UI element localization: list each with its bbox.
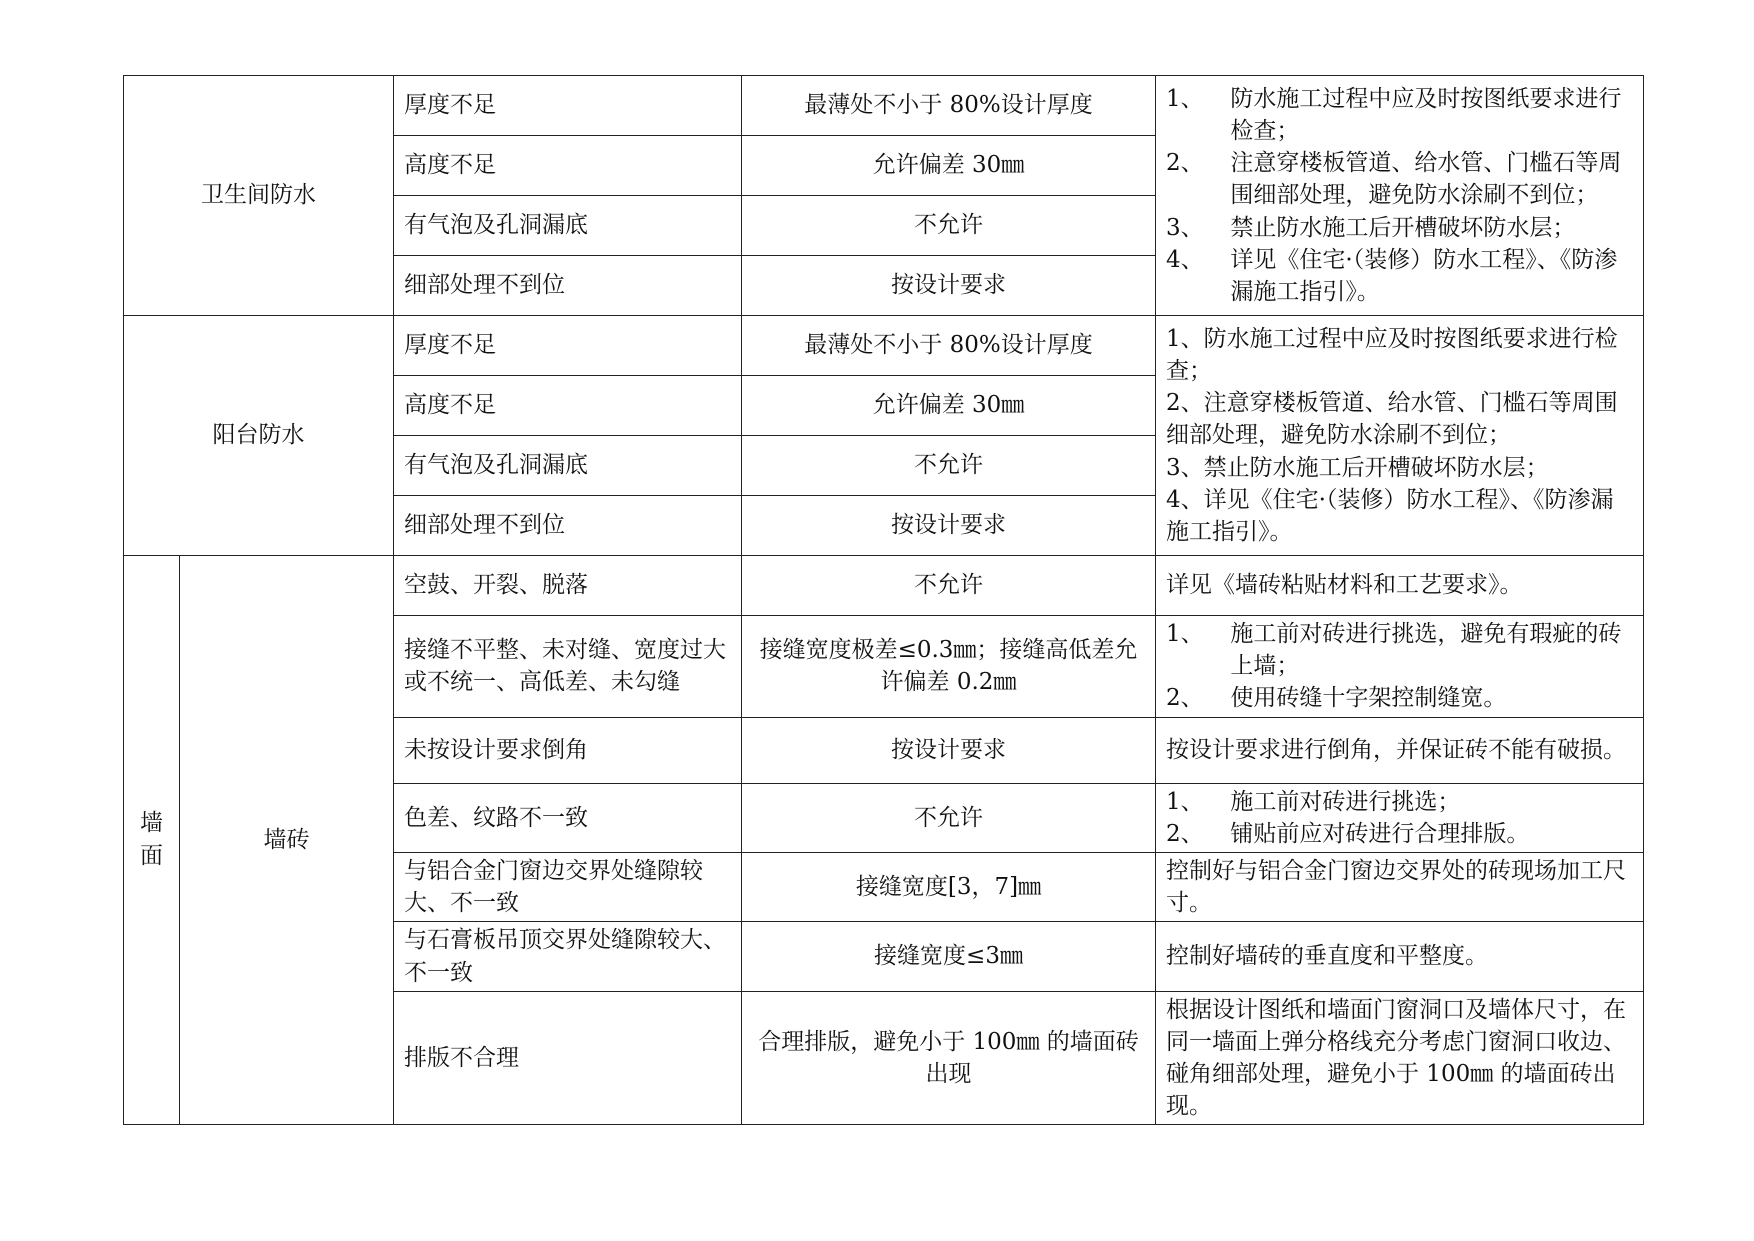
measure-item: 3、 禁止防水施工后开槽破坏防水层； [1166, 214, 1576, 241]
issue-cell: 空鼓、开裂、脱落 [394, 556, 742, 616]
category-cell: 墙面 [124, 556, 180, 1125]
standard-cell: 按设计要求 [742, 717, 1156, 783]
standard-cell: 按设计要求 [742, 496, 1156, 556]
issue-cell: 细部处理不到位 [394, 496, 742, 556]
issue-cell: 与石膏板吊顶交界处缝隙较大、不一致 [394, 922, 742, 991]
issue-cell: 接缝不平整、未对缝、宽度过大或不统一、高低差、未勾缝 [394, 616, 742, 718]
standard-cell: 最薄处不小于 80%设计厚度 [742, 76, 1156, 136]
issue-cell: 有气泡及孔洞漏底 [394, 436, 742, 496]
category-cell: 卫生间防水 [124, 76, 394, 316]
standard-cell: 接缝宽度≤3㎜ [742, 922, 1156, 991]
quality-standard-table [123, 75, 1644, 1125]
table-row [124, 316, 1644, 376]
standard-cell: 允许偏差 30㎜ [742, 376, 1156, 436]
standard-cell: 接缝宽度极差≤0.3㎜；接缝高低差允许偏差 0.2㎜ [742, 616, 1156, 718]
issue-cell: 厚度不足 [394, 316, 742, 376]
standard-cell: 不允许 [742, 783, 1156, 852]
issue-cell: 高度不足 [394, 376, 742, 436]
measure-item: 2、 铺贴前应对砖进行合理排版。 [1166, 820, 1530, 847]
measures-cell: 按设计要求进行倒角，并保证砖不能有破损。 [1156, 717, 1644, 783]
measures-cell [1156, 783, 1644, 852]
category-cell: 阳台防水 [124, 316, 394, 556]
standard-cell: 允许偏差 30㎜ [742, 136, 1156, 196]
measures-cell: 控制好与铝合金门窗边交界处的砖现场加工尺寸。 [1156, 852, 1644, 921]
standard-cell: 合理排版，避免小于 100㎜ 的墙面砖出现 [742, 991, 1156, 1125]
subcategory-cell: 墙砖 [180, 556, 394, 1125]
table-row [124, 556, 1644, 616]
measure-item: 1、 防水施工过程中应及时按图纸要求进行检查； [1166, 85, 1622, 145]
measures-cell [1156, 616, 1644, 718]
measures-cell [1156, 76, 1644, 316]
issue-cell: 有气泡及孔洞漏底 [394, 196, 742, 256]
issue-cell: 排版不合理 [394, 991, 742, 1125]
standard-cell: 按设计要求 [742, 256, 1156, 316]
measure-item: 2、 使用砖缝十字架控制缝宽。 [1166, 685, 1507, 712]
measure-item: 4、 详见《住宅·（装修）防水工程》、《防渗漏施工指引》。 [1166, 246, 1618, 305]
measure-item: 1、 施工前对砖进行挑选，避免有瑕疵的砖上墙； [1166, 621, 1622, 680]
standard-cell: 接缝宽度[3，7]㎜ [742, 852, 1156, 921]
measure-item: 1、 施工前对砖进行挑选； [1166, 788, 1461, 815]
table-row [124, 76, 1644, 136]
standard-cell: 不允许 [742, 436, 1156, 496]
issue-cell: 高度不足 [394, 136, 742, 196]
issue-cell: 与铝合金门窗边交界处缝隙较大、不一致 [394, 852, 742, 921]
issue-cell: 色差、纹路不一致 [394, 783, 742, 852]
measures-cell: 根据设计图纸和墙面门窗洞口及墙体尺寸，在同一墙面上弹分格线充分考虑门窗洞口收边、碰角细部处理，避免小于 100㎜ 的墙面砖出现。 [1156, 991, 1644, 1125]
standard-cell: 不允许 [742, 556, 1156, 616]
measures-cell: 1、防水施工过程中应及时按图纸要求进行检查； 2、注意穿楼板管道、给水管、门槛石等周围细部处理，避免防水涂刷不到位； 3、禁止防水施工后开槽破坏防水层； 4、详见《住宅·（装修）防水工程》、《防渗漏施工指引》。 [1156, 316, 1644, 556]
issue-cell: 细部处理不到位 [394, 256, 742, 316]
issue-cell: 未按设计要求倒角 [394, 717, 742, 783]
issue-cell: 厚度不足 [394, 76, 742, 136]
standard-cell: 最薄处不小于 80%设计厚度 [742, 316, 1156, 376]
measures-cell: 控制好墙砖的垂直度和平整度。 [1156, 922, 1644, 991]
measure-item: 2、 注意穿楼板管道、给水管、门槛石等周围细部处理，避免防水涂刷不到位； [1166, 150, 1622, 209]
standard-cell: 不允许 [742, 196, 1156, 256]
measures-cell: 详见《墙砖粘贴材料和工艺要求》。 [1156, 556, 1644, 616]
